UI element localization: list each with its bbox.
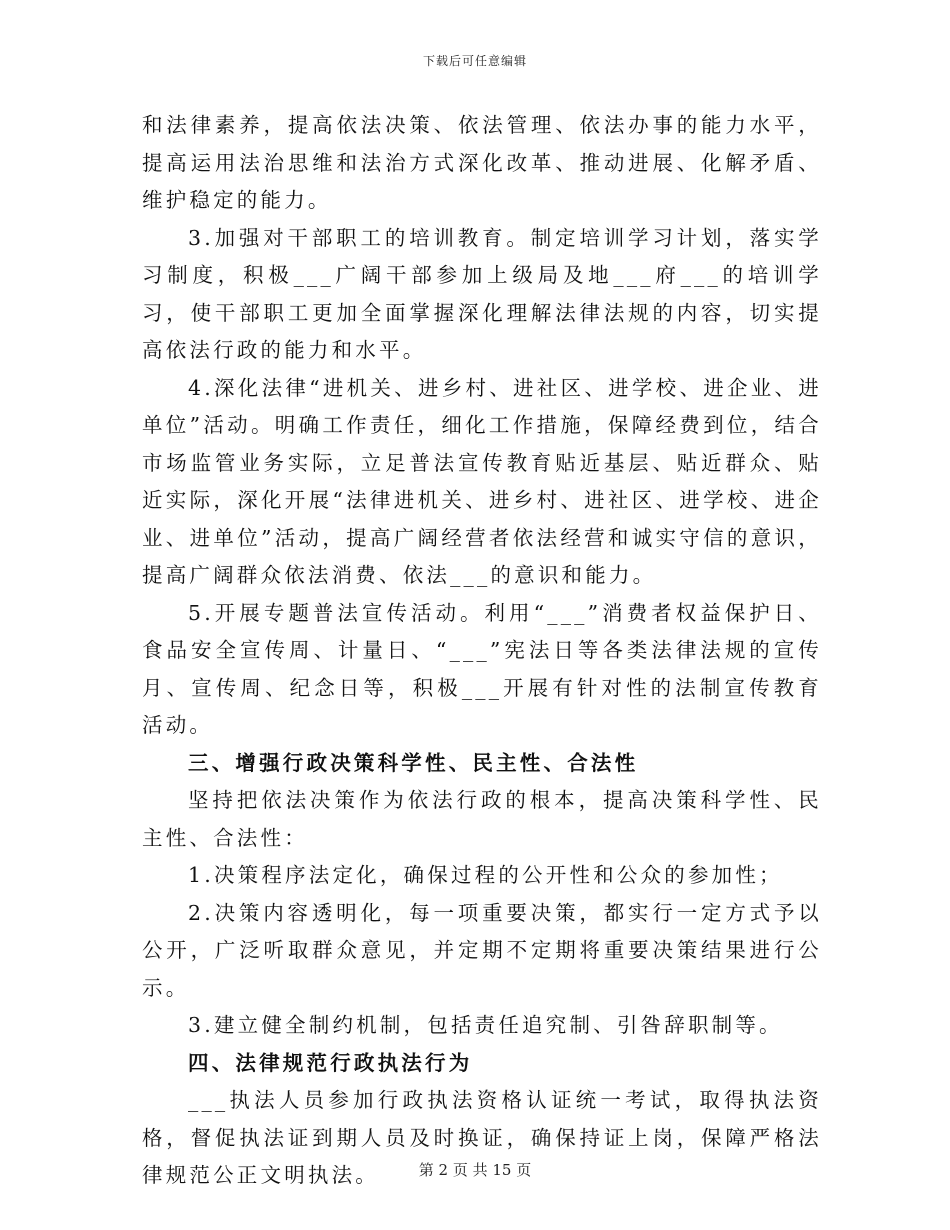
section-heading-4: 四、法律规范行政执法行为 [188, 1050, 473, 1075]
page-footer: 第 2 页 共 15 页 [418, 1161, 532, 1179]
paragraph-decision-item-1: 1.决策程序法定化，确保过程的公开性和公众的参加性； [188, 863, 783, 887]
paragraph-item-5-campaigns: 5.开展专题普法宣传活动。利用“___”消费者权益保护日、食品安全宣传周、计量日、“___”宪法日等各类法律法规的宣传月、宣传周、纪念日等，积极___开展有针对性的法制宣传教育活动。 [142, 600, 822, 737]
section-heading-3: 三、增强行政决策科学性、民主性、合法性 [188, 750, 639, 775]
paragraph-decision-item-3: 3.建立健全制约机制，包括责任追究制、引咎辞职制等。 [188, 1013, 783, 1037]
document-body [142, 107, 822, 1195]
paragraph-decision-item-2: 2.决策内容透明化，每一项重要决策，都实行一定方式予以公开，广泛听取群众意见，并定期不定期将重要决策结果进行公示。 [142, 900, 822, 1000]
paragraph-decision-intro: 坚持把依法决策作为依法行政的根本，提高决策科学性、民主性、合法性： [142, 788, 822, 850]
paragraph-enforcement: ___执法人员参加行政执法资格认证统一考试，取得执法资格，督促执法证到期人员及时换证，确保持证上岗，保障严格法律规范公正文明执法。 [142, 1088, 822, 1187]
paragraph-item-3-training: 3.加强对干部职工的培训教育。制定培训学习计划，落实学习制度，积极___广阔干部参加上级局及地___府___的培训学习，使干部职工更加全面掌握深化理解法律法规的内容，切实提高依法行政的能力和水平。 [142, 225, 822, 362]
paragraph-item-4-law-promotion: 4.深化法律“进机关、进乡村、进社区、进学校、进企业、进单位”活动。明确工作责任，细化工作措施，保障经费到位，结合市场监管业务实际，立足普法宣传教育贴近基层、贴近群众、贴近实际，深化开展“法律进机关、进乡村、进社区、进学校、进企业、进单位”活动，提高广阔经营者依法经营和诚实守信的意识，提高广阔群众依法消费、依法___的意识和能力。 [142, 375, 822, 587]
paragraph-continuation: 和法律素养，提高依法决策、依法管理、依法办事的能力水平，提高运用法治思维和法治方式深化改革、推动进展、化解矛盾、维护稳定的能力。 [142, 113, 822, 212]
page-header: 下载后可任意编辑 [422, 54, 527, 68]
